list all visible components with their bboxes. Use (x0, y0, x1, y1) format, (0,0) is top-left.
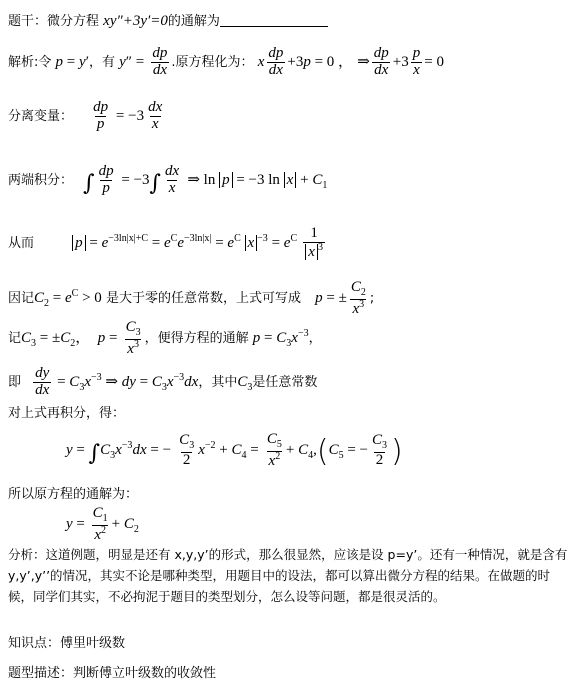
transform-text: .原方程化为： (171, 54, 254, 70)
question-label: 题干： (8, 14, 48, 29)
general-text: ，便得方程的通解 (144, 331, 249, 347)
have-text: ，有 (88, 54, 115, 70)
ode-equation: xy″+3y′=0 (103, 13, 168, 29)
where-text: ，其中 (198, 374, 238, 390)
let-text: 令 (38, 54, 52, 70)
recall-text: 因记 (8, 291, 35, 307)
fraction-dp-dx: $\frac{dp}{dx}$ (152, 45, 168, 78)
question-line (8, 10, 570, 30)
arbitrary-text: 是任意常数 (252, 374, 318, 390)
ie-text: 即 (8, 374, 22, 390)
answer-blank (220, 12, 328, 27)
integral-result-line: $y = \int C_3x^{-3}dx$ = − $\frac{C_3}{2}$ $x^{-2} + C_4$ = $\frac{C_5}{x^2}$ + $C_4,(C_5$ = − $\frac{C_3}{2}$ ) (66, 431, 403, 470)
analysis-line-1: 解析:令 p = y′，有 y″ = $\frac{dp}{dx}$ .原方程化为： x $\frac{dp}{dx}$ +3p = 0 ， ⇒ $\frac{dp}{dx}$ +3 $\frac{p}{x}$ = 0 (8, 45, 444, 78)
thus-label: 从而 (8, 235, 35, 251)
separate-label: 分离变量： (8, 108, 74, 124)
separate-line: 分离变量： $\frac{dp}{p}$ = −3 $\frac{dx}{x}$ (8, 99, 163, 132)
thus-line: 从而 $p = e^{-3ln|x|+C} = e^Ce^{-3ln|x|} = e^C$ x $^{-3} = e^C$ $\frac{1}{x ^3}$ (8, 225, 323, 260)
commentary-paragraph: 分析：这道例题，明显是还有 x,y,y’的形式，那么很显然，应该是设 p=y’。还有一种情况，就是含有 y,y’,y’’的情况，其实不论是哪种类型，用题目中的设法，都可以算出微分方程的结果。在做题的时候，同学们其实，不必拘泥于题目的类型划分，怎么设等问题，都是很灵活的。 (8, 547, 568, 604)
analysis-label: 解析: (8, 54, 39, 70)
integrate-again-line: 对上式再积分，得： (8, 406, 126, 421)
question-type: 题型描述：判断傅立叶级数的收敛性 (8, 666, 217, 681)
question-text: 微分方程 (47, 14, 100, 29)
conclusion-line: 所以原方程的通解为： (8, 487, 139, 502)
integrate-line: 两端积分： ∫ $\frac{dp}{p}$ = −3∫ $\frac{dx}{x}$ ⇒ ln p = −3 $\ln x + C_1$ (8, 163, 328, 196)
recall-line: 因记$C_2 = e^C > 0$ 是大于零的任意常数，上式可写成 p = ± $\frac{C_2}{x^3}$ ; (8, 279, 375, 317)
knowledge-point: 知识点：傅里叶级数 (8, 636, 126, 651)
positive-text: 是大于零的任意常数，上式可写成 (105, 291, 301, 307)
note-line: 记$C_3 = \pm C_2$， p = $\frac{C_3}{x^3}$ ，便得方程的通解 $p = C_3x^{-3}$， (8, 319, 322, 357)
integrate-label: 两端积分： (8, 172, 74, 188)
final-answer: y = $\frac{C_1}{x^2}$ + $C_2$ (66, 505, 139, 543)
question-tail: 的通解为 (167, 14, 220, 29)
note-text: 记 (8, 331, 22, 347)
ie-line: 即 $\frac{dy}{dx}$ = $C_3x^{-3}$ ⇒ dy = $C_3x^{-3}dx$，其中$C_3$是任意常数 (8, 365, 318, 398)
